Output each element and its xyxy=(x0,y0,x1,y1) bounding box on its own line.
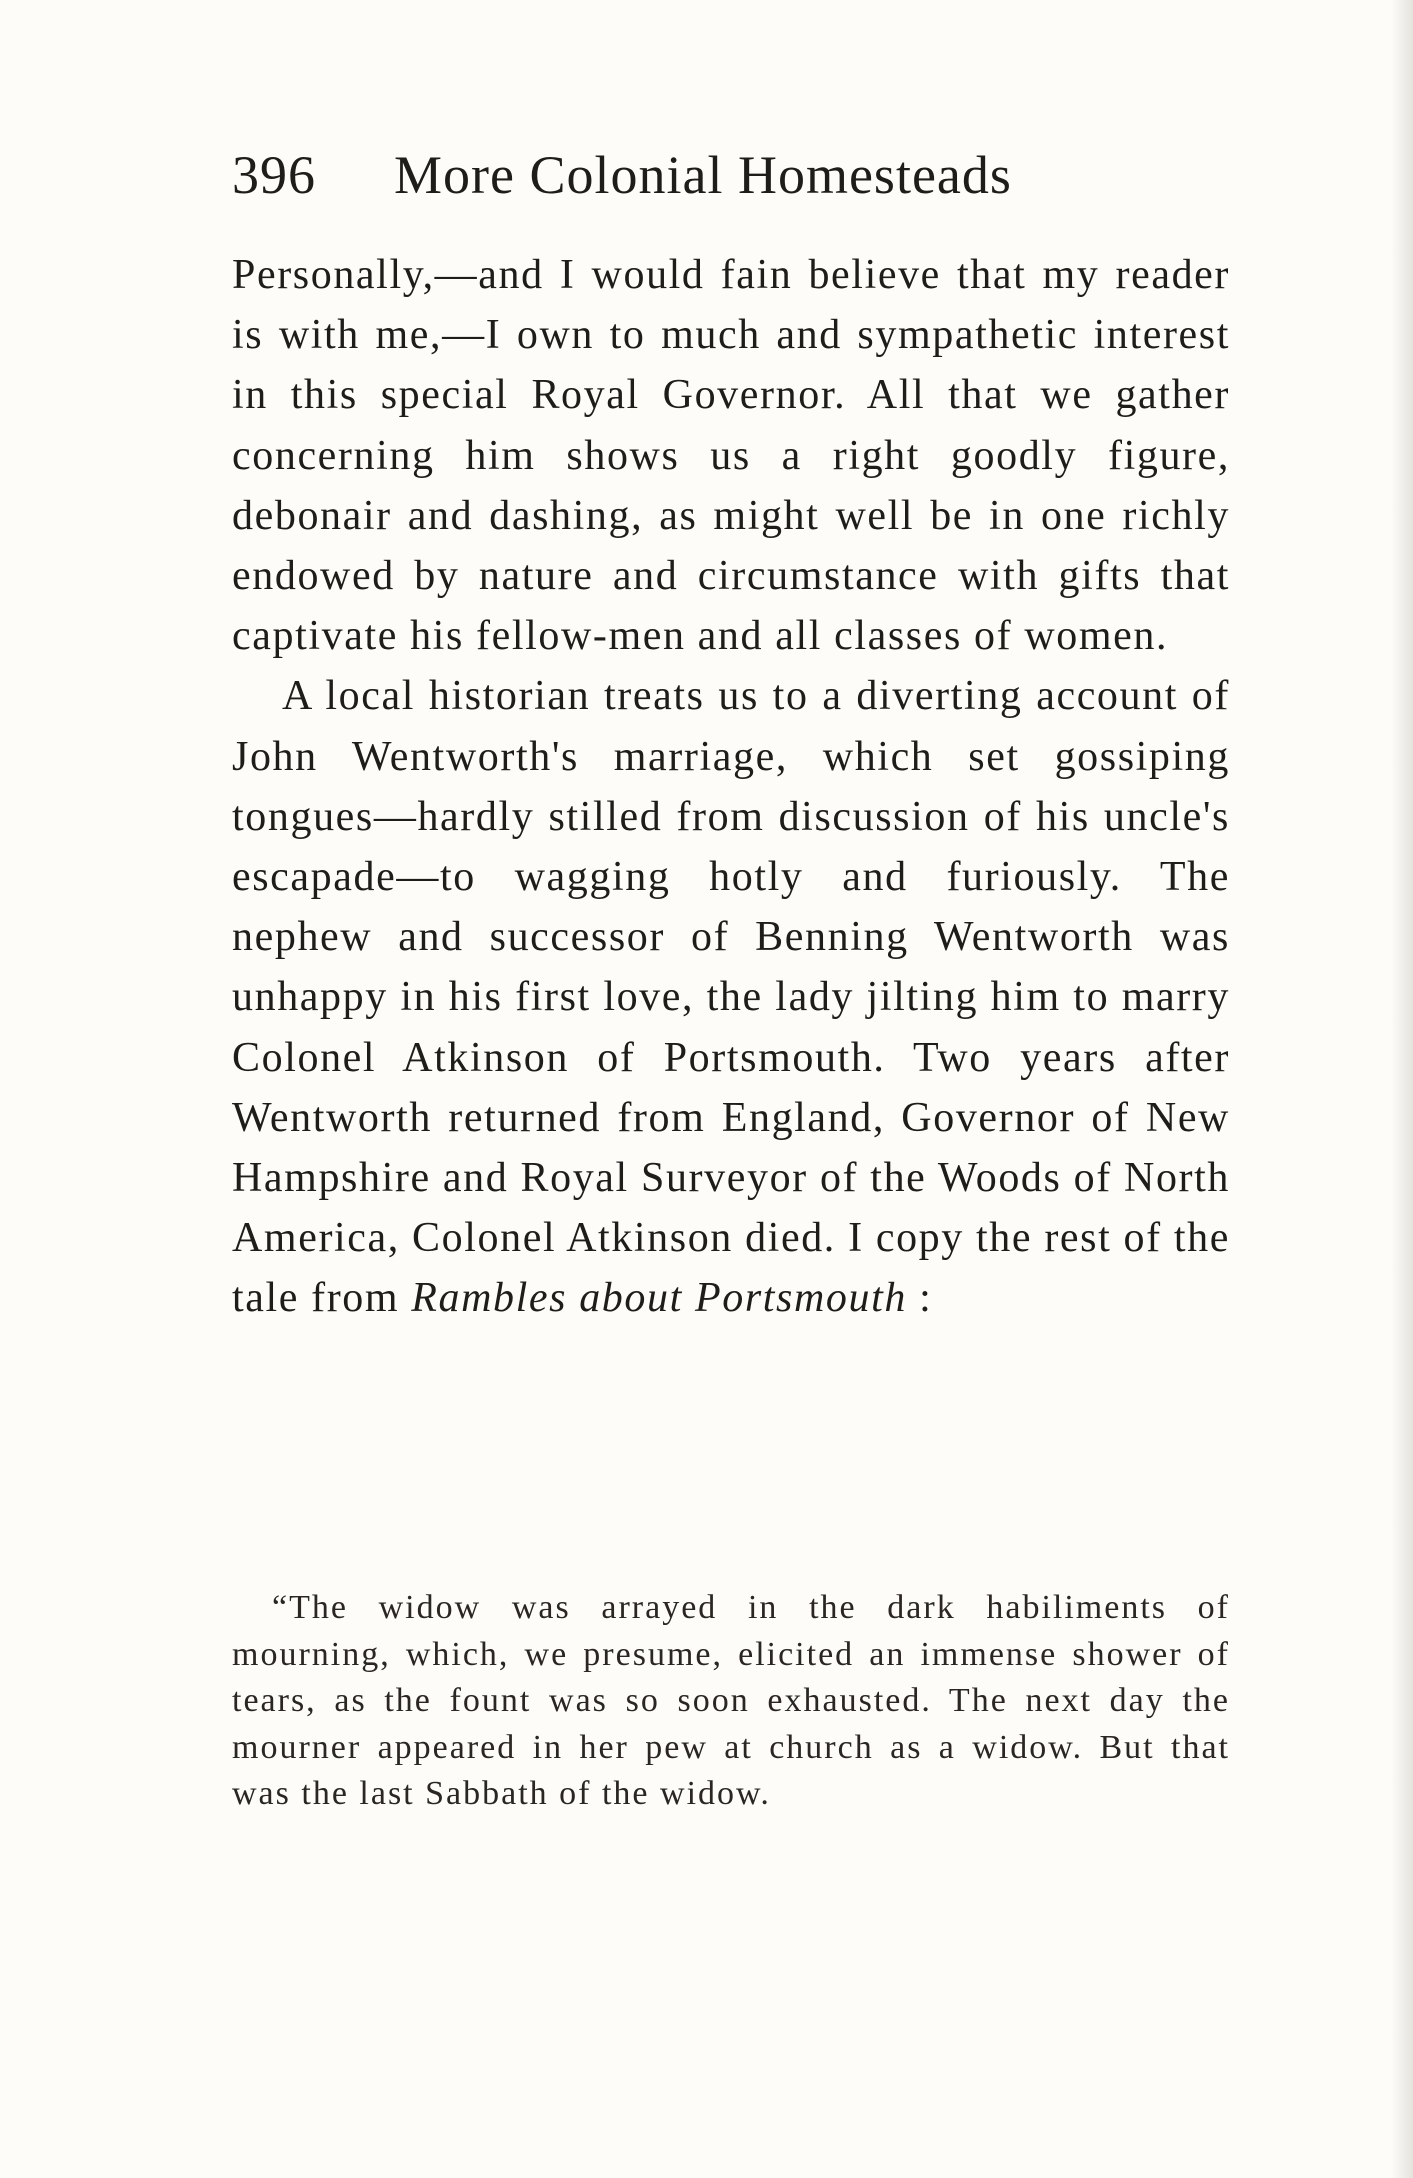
page-edge-shadow xyxy=(1391,0,1413,2178)
body-text xyxy=(232,245,1230,1329)
paragraph-2-text: A local historian treats us to a diverting account of John Wentworth's marriage, which set gossiping tongues—hardly stilled from discussion of his uncle's escapade—to wagging hotly and furiously. The nephew and successor of Benning Wentworth was unhappy in his first love, the lady jilting him to marry Colonel Atkinson of Portsmouth. Two years after Wentworth returned from England, Governor of New Hampshire and Royal Surveyor of the Woods of North America, Colonel Atkinson died. I copy the rest of the tale from xyxy=(232,673,1230,1322)
book-title-citation: Rambles about Portsmouth xyxy=(411,1275,907,1322)
paragraph-1: Personally,—and I would fain believe that my reader is with me,—I own to much and sympathetic interest in this special Royal Governor. All that we gather concerning him shows us a right goodly figure, debonair and dashing, as might well be in one richly endowed by nature and circumstance with gifts that captivate his fellow-men and all classes of women. xyxy=(232,252,1230,660)
block-quote: “The widow was arrayed in the dark habiliments of mourning, which, we presume, elicited an immense shower of tears, as the fount was so soon exhausted. The next day the mourner appeared in her pew at church as a widow. But that was the last Sabbath of the widow. xyxy=(232,1589,1230,1812)
paragraph-2 xyxy=(232,666,1230,1328)
paragraph-2-end: : xyxy=(907,1275,933,1322)
running-title: More Colonial Homesteads xyxy=(394,145,1012,205)
page-header xyxy=(232,140,1232,210)
page-number: 396 xyxy=(232,145,316,205)
